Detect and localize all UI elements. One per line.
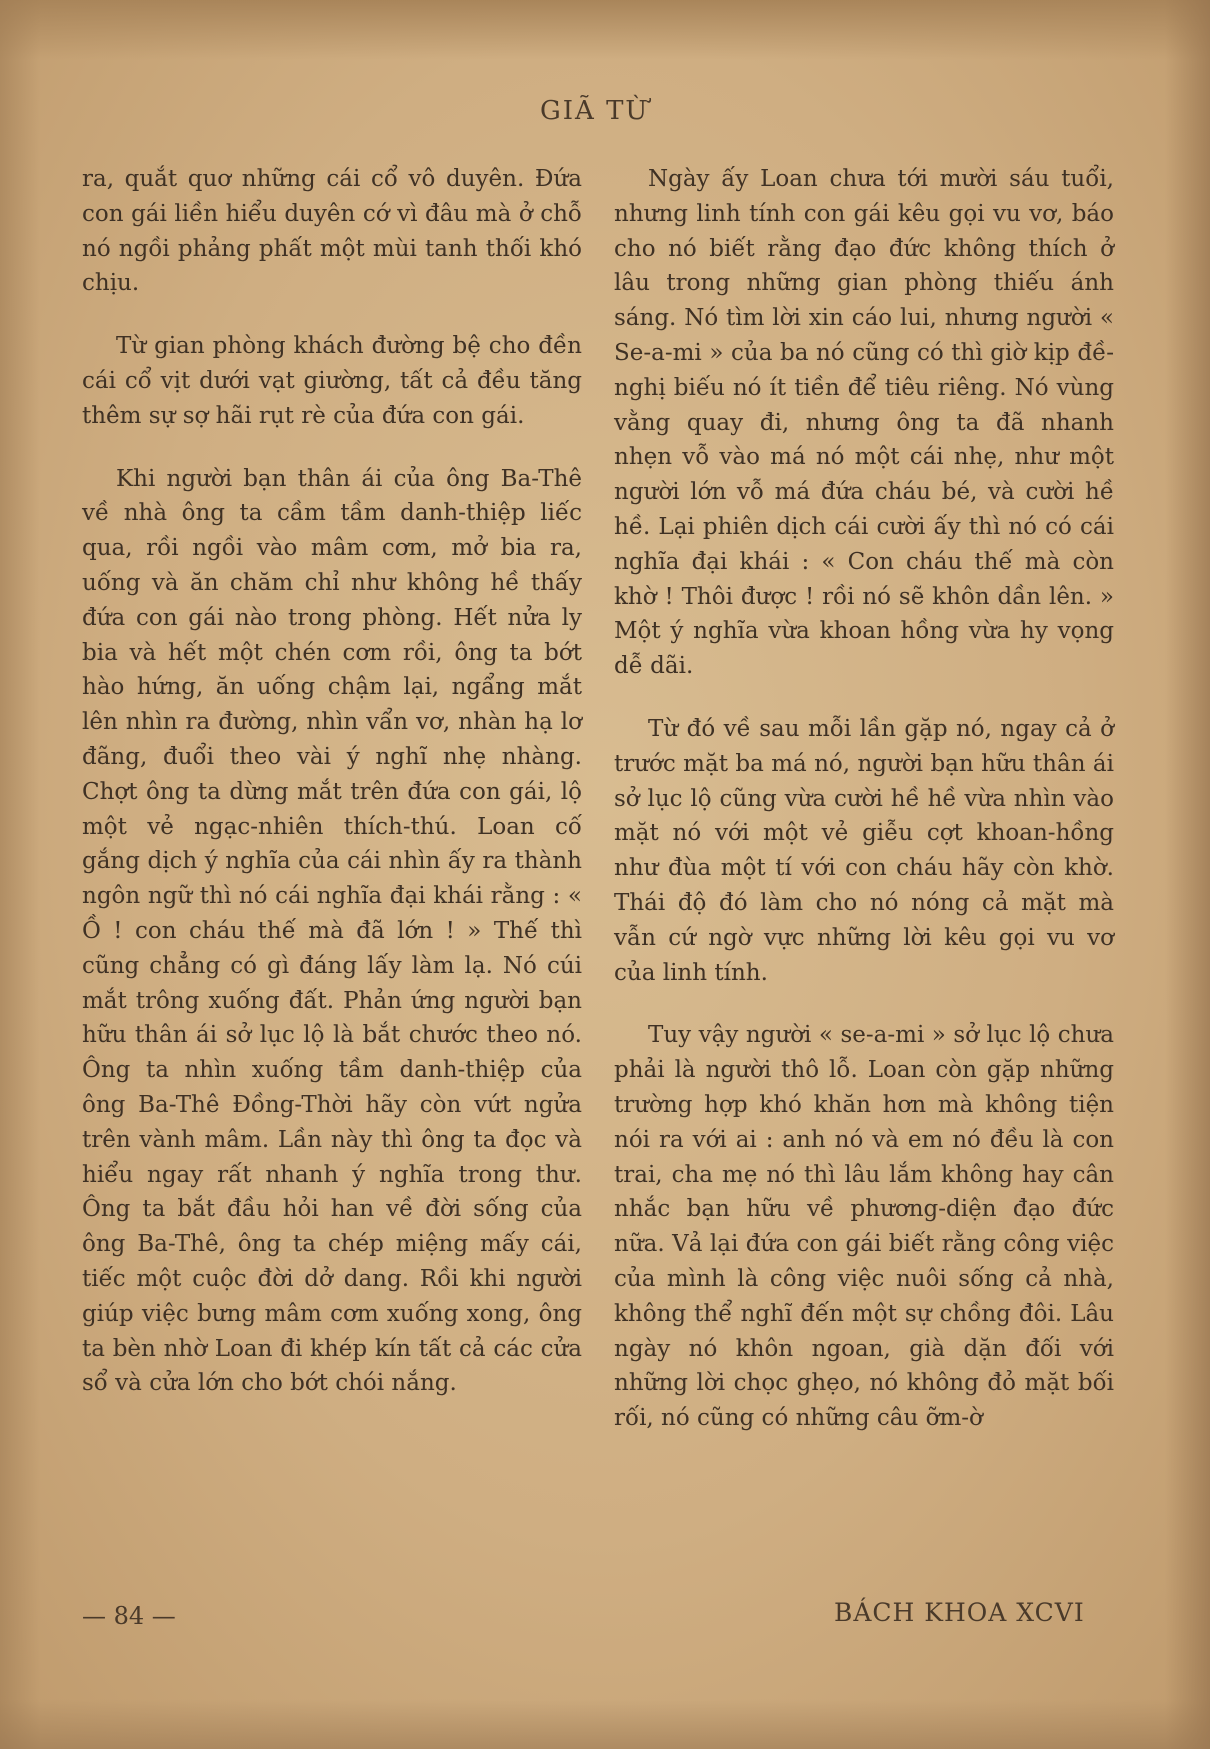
paragraph: ra, quắt quơ những cái cổ vô duyên. Đứa con gái liền hiểu duyên cớ vì đâu mà ở chỗ nó ngồi phảng phất một mùi tanh thối khó chịu. <box>82 166 582 297</box>
page-edge-shading <box>0 1699 1210 1749</box>
right-column <box>614 162 1114 1464</box>
page-number: — 84 — <box>82 1602 176 1630</box>
paragraph: Khi người bạn thân ái của ông Ba-Thê về nhà ông ta cầm tầm danh-thiệp liếc qua, rồi ngồi vào mâm cơm, mở bia ra, uống và ăn chăm chỉ như không hề thấy đứa con gái nào trong phòng. Hết nửa ly bia và hết một chén cơm rồi, ông ta bớt hào hứng, ăn uống chậm lại, ngẩng mắt lên nhìn ra đường, nhìn vẩn vơ, nhàn hạ lơ đãng, đuổi theo vài ý nghĩ nhẹ nhàng. Chợt ông ta dừng mắt trên đứa con gái, lộ một vẻ ngạc-nhiên thích-thú. Loan cố gắng dịch ý nghĩa của cái nhìn ấy ra thành ngôn ngữ thì nó cái nghĩa đại khái rằng : « Ồ ! con cháu thế mà đã lớn ! » Thế thì cũng chẳng có gì đáng lấy làm lạ. Nó cúi mắt trông xuống đất. Phản ứng người bạn hữu thân ái sở lục lộ là bắt chước theo nó. Ông ta nhìn xuống tầm danh-thiệp của ông Ba-Thê Đồng-Thời hãy còn vứt ngửa trên vành mâm. Lần này thì ông ta đọc và hiểu ngay rất nhanh ý nghĩa trong thư. Ông ta bắt đầu hỏi han về đời sống của ông Ba-Thê, ông ta chép miệng mấy cái, tiếc một cuộc đời dở dang. Rồi khi người giúp việc bưng mâm cơm xuống xong, ông ta bèn nhờ Loan đi khép kín tất cả các cửa sổ và cửa lớn cho bớt chói nắng. <box>82 465 582 1397</box>
paragraph: Từ gian phòng khách đường bệ cho đền cái cổ vịt dưới vạt giường, tất cả đều tăng thêm sự sợ hãi rụt rè của đứa con gái. <box>82 333 582 429</box>
page-edge-shading <box>0 0 40 1749</box>
page-edge-shading <box>1165 0 1210 1749</box>
page-edge-shading <box>0 0 1210 60</box>
paragraph: Tuy vậy người « se-a-mi » sở lục lộ chưa phải là người thô lỗ. Loan còn gặp những trường hợp khó khăn hơn mà không tiện nói ra với ai : anh nó và em nó đều là con trai, cha mẹ nó thì lâu lắm không hay cân nhắc bạn hữu về phương-diện đạo đức nữa. Vả lại đứa con gái biết rằng công việc của mình là công việc nuôi sống cả nhà, không thể nghĩ đến một sự chồng đôi. Lâu ngày nó khôn ngoan, già dặn đối với những lời chọc ghẹo, nó không đỏ mặt bối rối, nó cũng có những câu ỡm-ờ <box>614 1022 1114 1432</box>
left-column <box>82 162 582 1429</box>
running-header: GIÃ TỪ <box>540 96 650 126</box>
paragraph: Ngày ấy Loan chưa tới mười sáu tuổi, nhưng linh tính con gái kêu gọi vu vơ, báo cho nó biết rằng đạo đức không thích ở lâu trong những gian phòng thiếu ánh sáng. Nó tìm lời xin cáo lui, nhưng người « Se-a-mi » của ba nó cũng có thì giờ kịp đề-nghị biếu nó ít tiền để tiêu riêng. Nó vùng vằng quay đi, nhưng ông ta đã nhanh nhẹn vỗ vào má nó một cái nhẹ, như một người lớn vỗ má đứa cháu bé, và cười hề hề. Lại phiên dịch cái cười ấy thì nó có cái nghĩa đại khái : « Con cháu thế mà còn khờ ! Thôi được ! rồi nó sẽ khôn dần lên. » Một ý nghĩa vừa khoan hồng vừa hy vọng dễ dãi. <box>614 166 1114 680</box>
paragraph: Từ đó về sau mỗi lần gặp nó, ngay cả ở trước mặt ba má nó, người bạn hữu thân ái sở lục lộ cũng vừa cười hề hề vừa nhìn vào mặt nó với một vẻ giễu cợt khoan-hồng như đùa một tí với con cháu hãy còn khờ. Thái độ đó làm cho nó nóng cả mặt mà vẫn cứ ngờ vực những lời kêu gọi vu vơ của linh tính. <box>614 715 1114 986</box>
publication-name: BÁCH KHOA XCVI <box>834 1598 1085 1627</box>
